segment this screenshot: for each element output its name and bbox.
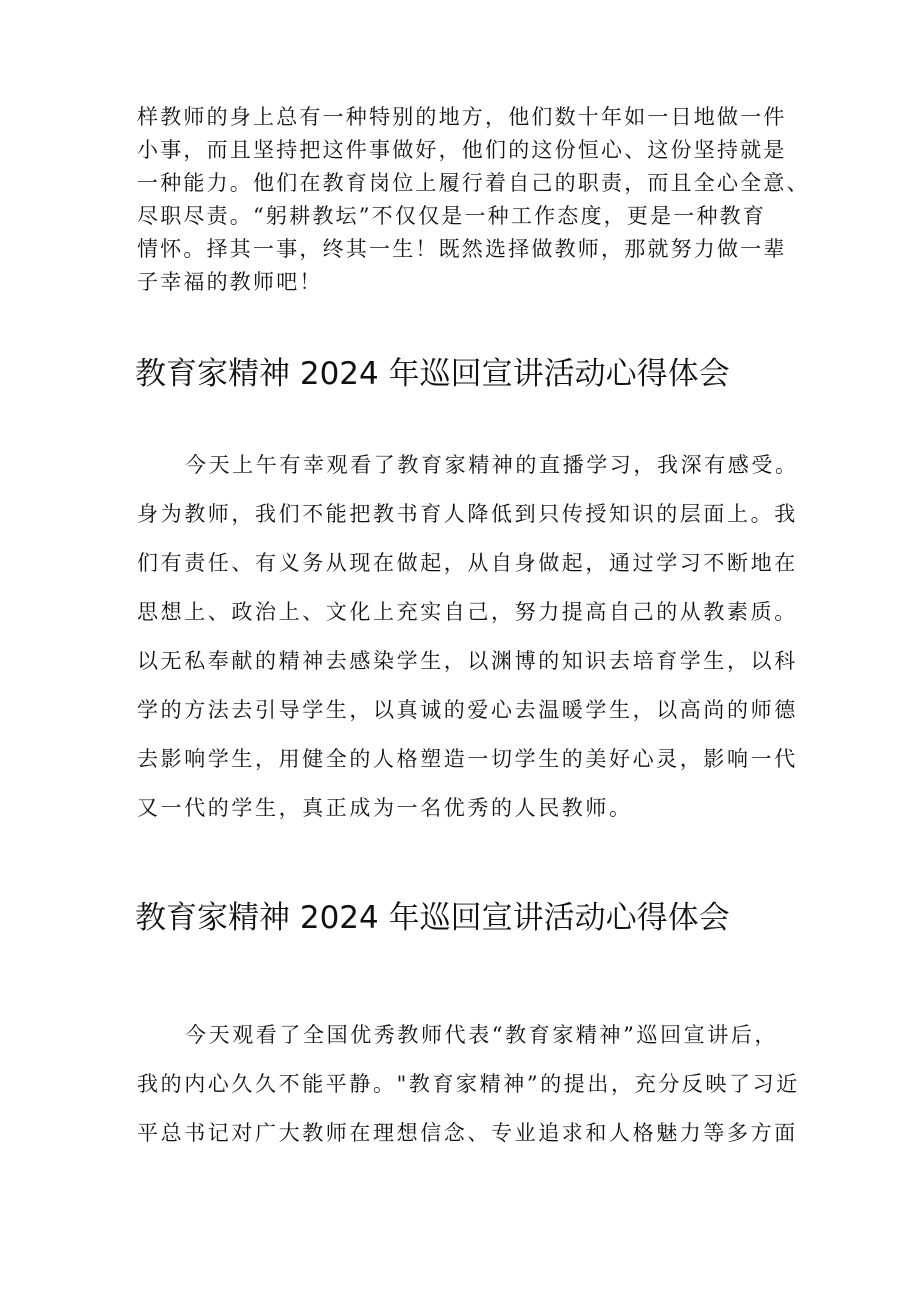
section-heading: 教育家精神 2024 年巡回宣讲活动心得体会 [135, 900, 730, 936]
paragraph-line: 样教师的身上总有一种特别的地方，他们数十年如一日地做一件 [137, 105, 787, 129]
paragraph-line: 我的内心久久不能平静。"教育家精神”的提出，充分反映了习近 [137, 1072, 800, 1096]
paragraph-line: 们有责任、有义务从现在做起，从自身做起，通过学习不断地在 [137, 551, 798, 575]
paragraph-line: 一种能力。他们在教育岗位上履行着自己的职责，而且全心全意、 [137, 171, 810, 195]
paragraph-line: 子幸福的教师吧！ [137, 270, 323, 294]
paragraph-line: 身为教师，我们不能把教书育人降低到只传授知识的层面上。我 [137, 502, 798, 526]
section-paragraph [137, 1011, 800, 1158]
paragraph-line: 小事，而且坚持把这件事做好，他们的这份恒心、这份坚持就是 [137, 138, 787, 162]
paragraph-line: 去影响学生，用健全的人格塑造一切学生的美好心灵，影响一代 [137, 747, 798, 771]
paragraph-line: 学的方法去引导学生，以真诚的爱心去温暖学生，以高尚的师德 [137, 698, 798, 722]
paragraph-line: 今天观看了全国优秀教师代表“教育家精神”巡回宣讲后， [185, 1023, 779, 1047]
paragraph-line: 今天上午有幸观看了教育家精神的直播学习，我深有感受。 [185, 453, 799, 477]
paragraph-line: 尽职尽责。“躬耕教坛”不仅仅是一种工作态度，更是一种教育 [137, 204, 767, 228]
top-paragraph [137, 101, 810, 299]
section-paragraph [137, 441, 797, 833]
paragraph-line: 平总书记对广大教师在理想信念、专业追求和人格魅力等多方面 [137, 1121, 798, 1145]
paragraph-line: 以无私奉献的精神去感染学生，以渊博的知识去培育学生，以科 [137, 649, 798, 673]
paragraph-line: 又一代的学生，真正成为一名优秀的人民教师。 [137, 796, 633, 820]
section-heading: 教育家精神 2024 年巡回宣讲活动心得体会 [135, 356, 730, 392]
paragraph-line: 情怀。择其一事，终其一生！既然选择做教师，那就努力做一辈 [137, 237, 787, 261]
paragraph-line: 思想上、政治上、文化上充实自己，努力提高自己的从教素质。 [137, 600, 798, 624]
